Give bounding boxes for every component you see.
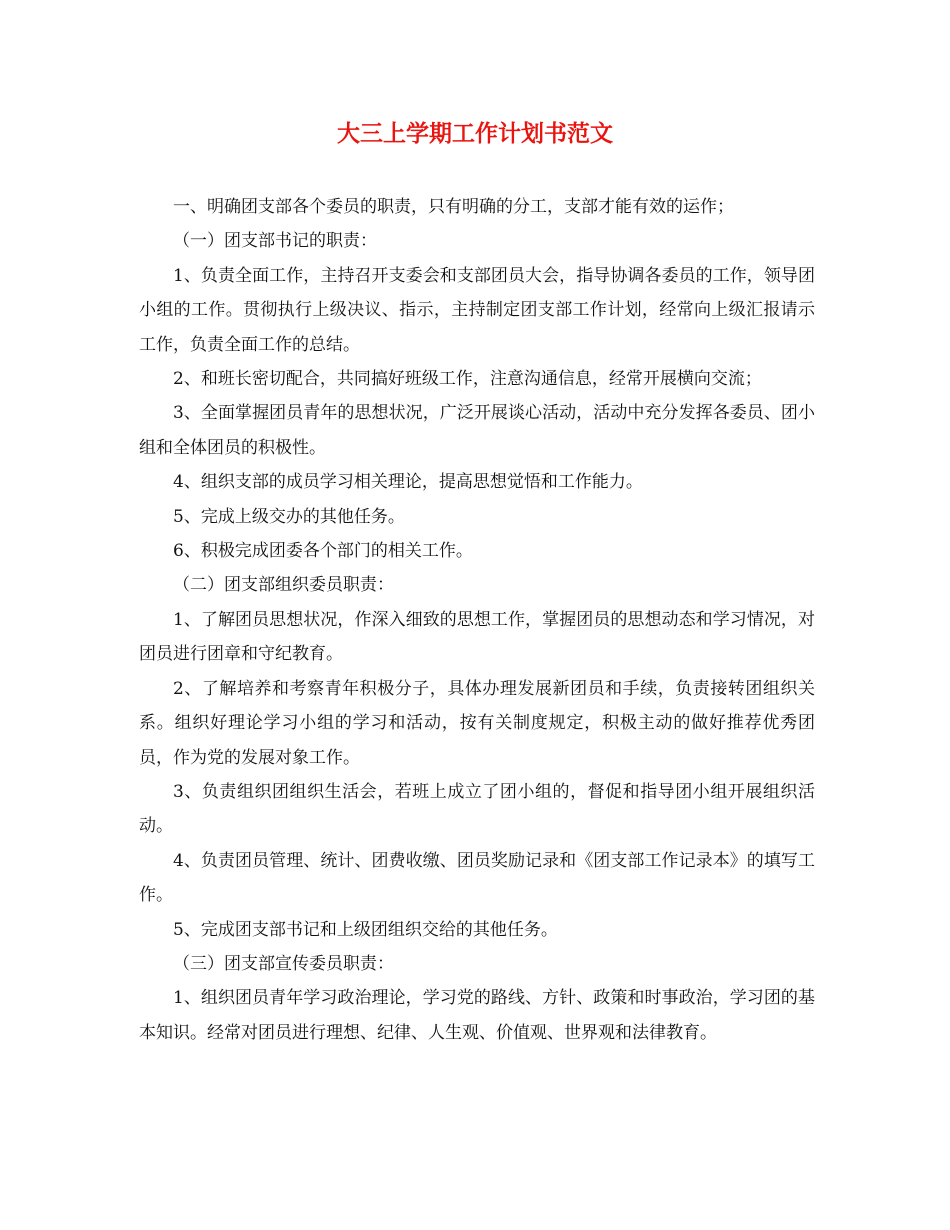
paragraph: 1、负责全面工作，主持召开支委会和支部团员大会，指导协调各委员的工作，领导团小组的工作。贯彻执行上级决议、指示，主持制定团支部工作计划，经常向上级汇报请示工作，负责全面工作的总结。 (139, 265, 815, 355)
subsection-heading: （三）团支部宣传委员职责： (173, 953, 394, 974)
paragraph: 2、了解培养和考察青年积极分子，具体办理发展新团员和手续，负责接转团组织关系。组织好理论学习小组的学习和活动，按有关制度规定，积极主动的做好推荐优秀团员，作为党的发展对象工作。 (139, 678, 815, 768)
paragraph: 2、和班长密切配合，共同搞好班级工作，注意沟通信息，经常开展横向交流； (173, 369, 762, 390)
paragraph: 1、了解团员思想状况，作深入细致的思想工作，掌握团员的思想动态和学习情况，对团员进行团章和守纪教育。 (139, 609, 815, 665)
paragraph: 4、负责团员管理、统计、团费收缴、团员奖励记录和《团支部工作记录本》的填写工作。 (139, 850, 815, 906)
subsection-heading: （一）团支部书记的职责： (173, 231, 377, 252)
paragraph: 1、组织团员青年学习政治理论，学习党的路线、方针、政策和时事政治，学习团的基本知识。经常对团员进行理想、纪律、人生观、价值观、世界观和法律教育。 (139, 988, 815, 1043)
paragraph: 6、积极完成团委各个部门的相关工作。 (173, 541, 473, 562)
document-title: 大三上学期工作计划书范文 (337, 120, 613, 147)
paragraph: 3、全面掌握团员青年的思想状况，广泛开展谈心活动，活动中充分发挥各委员、团小组和全体团员的积极性。 (139, 403, 815, 458)
document-body (139, 190, 815, 1050)
paragraph: 4、组织支部的成员学习相关理论，提高思想觉悟和工作能力。 (173, 472, 643, 493)
subsection-heading: （二）团支部组织委员职责： (173, 575, 394, 596)
paragraph: 3、负责组织团组织生活会，若班上成立了团小组的，督促和指导团小组开展组织活动。 (139, 781, 815, 837)
section-heading: 一、明确团支部各个委员的职责，只有明确的分工，支部才能有效的运作； (173, 197, 734, 217)
paragraph: 5、完成团支部书记和上级团组织交给的其他任务。 (173, 919, 558, 940)
paragraph: 5、完成上级交办的其他任务。 (173, 506, 405, 527)
